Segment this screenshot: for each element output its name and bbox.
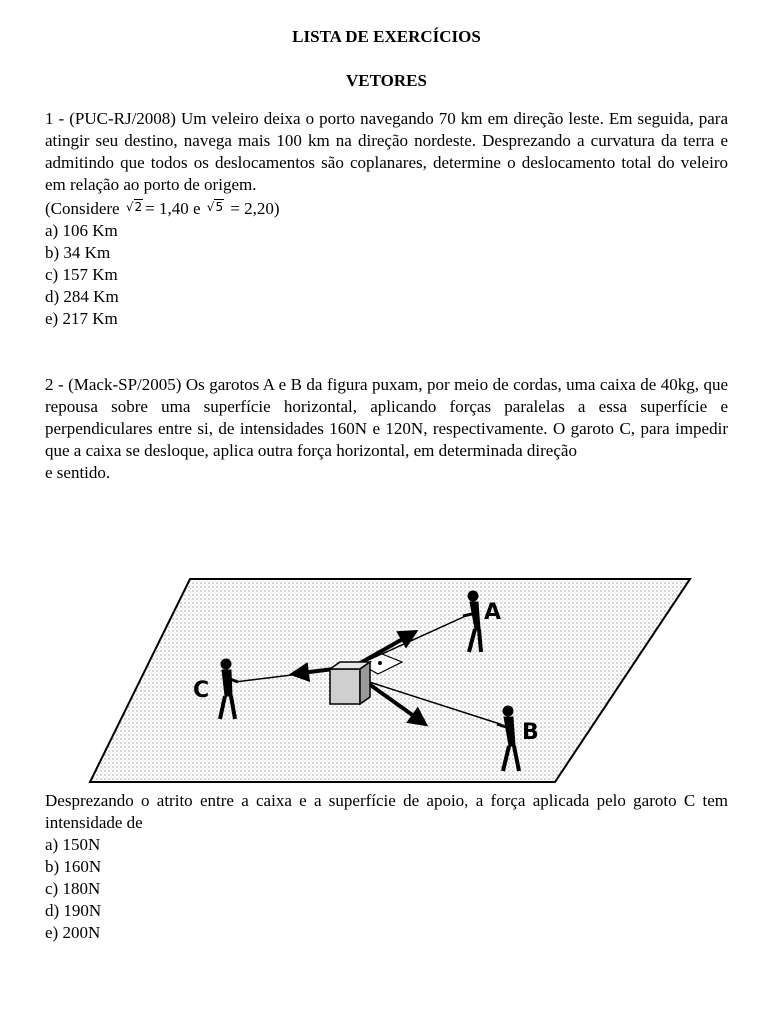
q1-option-e: e) 217 Km xyxy=(45,309,118,328)
q1-option-a: a) 106 Km xyxy=(45,221,118,240)
question-2-text-end: e sentido. xyxy=(45,463,111,482)
sqrt-2-value: = 1,40 e xyxy=(145,199,201,218)
q1-option-b: b) 34 Km xyxy=(45,243,111,262)
label-c: C xyxy=(193,678,210,703)
page-subtitle: VETORES xyxy=(346,71,427,90)
q2-option-a: a) 150N xyxy=(45,835,101,854)
right-angle-dot xyxy=(378,661,382,665)
q1-option-d: d) 284 Km xyxy=(45,287,119,306)
label-b: B xyxy=(522,720,539,745)
forces-figure xyxy=(60,574,700,789)
q2-option-b: b) 160N xyxy=(45,857,102,876)
q1-option-c: c) 157 Km xyxy=(45,265,118,284)
q2-option-e: e) 200N xyxy=(45,923,101,942)
question-2-text: 2 - (Mack-SP/2005) Os garotos A e B da figura puxam, por meio de cordas, uma caixa de 40kg, que repousa sobre uma superfície horizontal, aplicando forças paralelas a essa superfície e perpendiculares entre si, de intensidades 160N e 120N, respectivamente. O garoto C, para impedir que a caixa se desloque, aplica outra força horizontal, em determinada direção xyxy=(45,375,728,460)
consider-prefix: (Considere xyxy=(45,199,120,218)
sqrt-5-value: = 2,20) xyxy=(230,199,280,218)
box xyxy=(330,662,370,704)
sqrt-5-radicand: 5 xyxy=(215,200,224,214)
sqrt-symbol: √2 xyxy=(125,200,143,214)
document-page xyxy=(45,26,728,484)
q2-option-c: c) 180N xyxy=(45,879,101,898)
question-2-continuation xyxy=(45,790,728,944)
q2-option-d: d) 190N xyxy=(45,901,102,920)
question-1-text: 1 - (PUC-RJ/2008) Um veleiro deixa o porto navegando 70 km em direção leste. Em seguida, para atingir seu destino, navega mais 100 km na direção nordeste. Desprezando a curvatura da terra e admitindo que todos os deslocamentos são coplanares, determine o deslocamento total do veleiro em relação ao porto de origem. xyxy=(45,109,728,194)
sqrt-2-radicand: 2 xyxy=(134,200,143,214)
horizontal-surface xyxy=(90,579,690,782)
question-2-after-text: Desprezando o atrito entre a caixa e a superfície de apoio, a força aplicada pelo garoto C tem intensidade de xyxy=(45,791,728,832)
sqrt-symbol: √5 xyxy=(206,200,224,214)
question-1-consider xyxy=(45,196,728,220)
page-title: LISTA DE EXERCÍCIOS xyxy=(292,27,481,46)
label-a: A xyxy=(484,600,502,625)
